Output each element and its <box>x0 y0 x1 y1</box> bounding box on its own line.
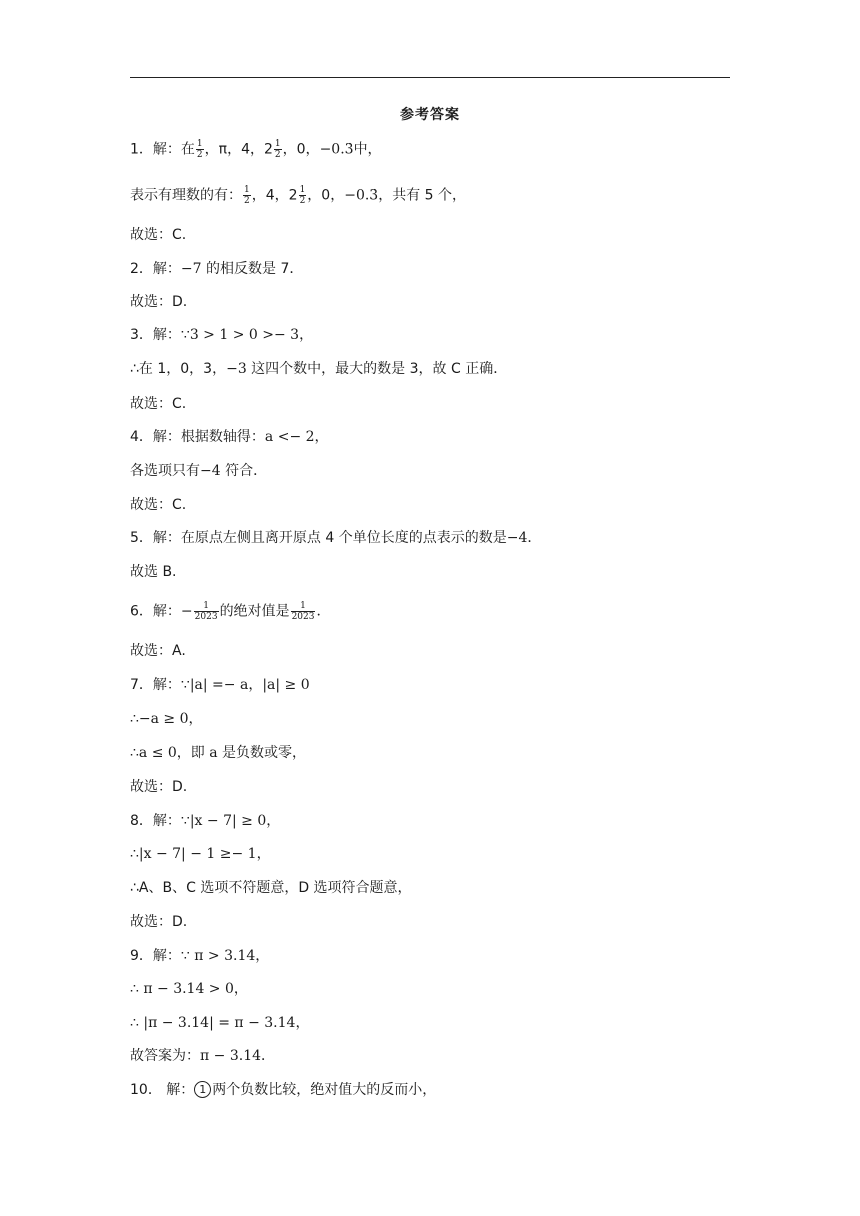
q4-line-1: 4．解：根据数轴得：a <− 2， <box>130 429 329 445</box>
q2-answer: 故选：D. <box>130 294 188 310</box>
q7-answer: 故选：D. <box>130 779 188 795</box>
q7-line-1: 7．解：∵|a| =− a，|a| ≥ 0 <box>130 677 310 693</box>
q9-line-4: 故答案为：π − 3.14． <box>130 1048 276 1064</box>
q7-line-2: ∴−a ≥ 0， <box>130 711 203 727</box>
q9-line-3: ∴ |π − 3.14| = π − 3.14， <box>130 1015 310 1031</box>
q4-answer: 故选：C. <box>130 497 187 513</box>
q1-answer: 故选：C. <box>130 227 187 243</box>
q8-line-2: ∴|x − 7| − 1 ≥− 1， <box>130 846 271 862</box>
fraction: $\frac{1}{2}$ <box>274 139 281 160</box>
q7-line-3: ∴a ≤ 0，即 a 是负数或零， <box>130 745 307 761</box>
q8-line-3: ∴A、B、C 选项不符题意，D 选项符合题意， <box>130 880 412 896</box>
q3-line-1: 3．解：∵3 > 1 > 0 >− 3， <box>130 327 314 343</box>
fraction: $\frac{1}{2}$ <box>244 185 250 206</box>
fraction: $\frac{1}{2}$ <box>196 139 203 160</box>
q9-line-1: 9．解：∵ π > 3.14， <box>130 948 270 964</box>
header-rule <box>130 77 730 78</box>
q1-line-1: 1．解：在 $\frac{1}{2}$ ，π，4，2 $\frac{1}{2}$ ，0，−0.3̇中， <box>130 139 382 160</box>
q3-line-2: ∴在 1，0，3，−3 这四个数中，最大的数是 3，故 C 正确． <box>130 361 508 377</box>
page-title: 参考答案 <box>400 107 460 123</box>
q1-line-2: 表示有理数的有： $\frac{1}{2}$ ，4，2 $\frac{1}{2}$ ，0，−0.3̇，共有 5 个， <box>130 185 467 206</box>
q6-line-1: 6．解：− $\frac{1}{2023}$ 的绝对值是 $\frac{1}{2023}$ ． <box>130 601 331 622</box>
q8-line-1: 8．解：∵|x − 7| ≥ 0， <box>130 813 281 829</box>
q4-line-2: 各选项只有−4 符合． <box>130 463 268 479</box>
q10-line-1: 10． 解： 1 两个负数比较，绝对值大的反而小， <box>130 1082 437 1098</box>
q2-line-1: 2．解：−7 的相反数是 7． <box>130 261 304 277</box>
q5-line-1: 5．解：在原点左侧且离开原点 4 个单位长度的点表示的数是−4． <box>130 530 542 546</box>
fraction: $\frac{1}{2}$ <box>299 185 306 206</box>
q6-answer: 故选：A. <box>130 643 186 659</box>
q9-line-2: ∴ π − 3.14 > 0， <box>130 981 248 997</box>
fraction: $\frac{1}{2023}$ <box>194 601 218 622</box>
q8-answer: 故选：D. <box>130 914 188 930</box>
fraction: $\frac{1}{2023}$ <box>291 601 315 622</box>
q5-answer: 故选 B. <box>130 564 177 580</box>
q3-answer: 故选：C. <box>130 396 187 412</box>
circled-number: 1 <box>194 1081 211 1098</box>
